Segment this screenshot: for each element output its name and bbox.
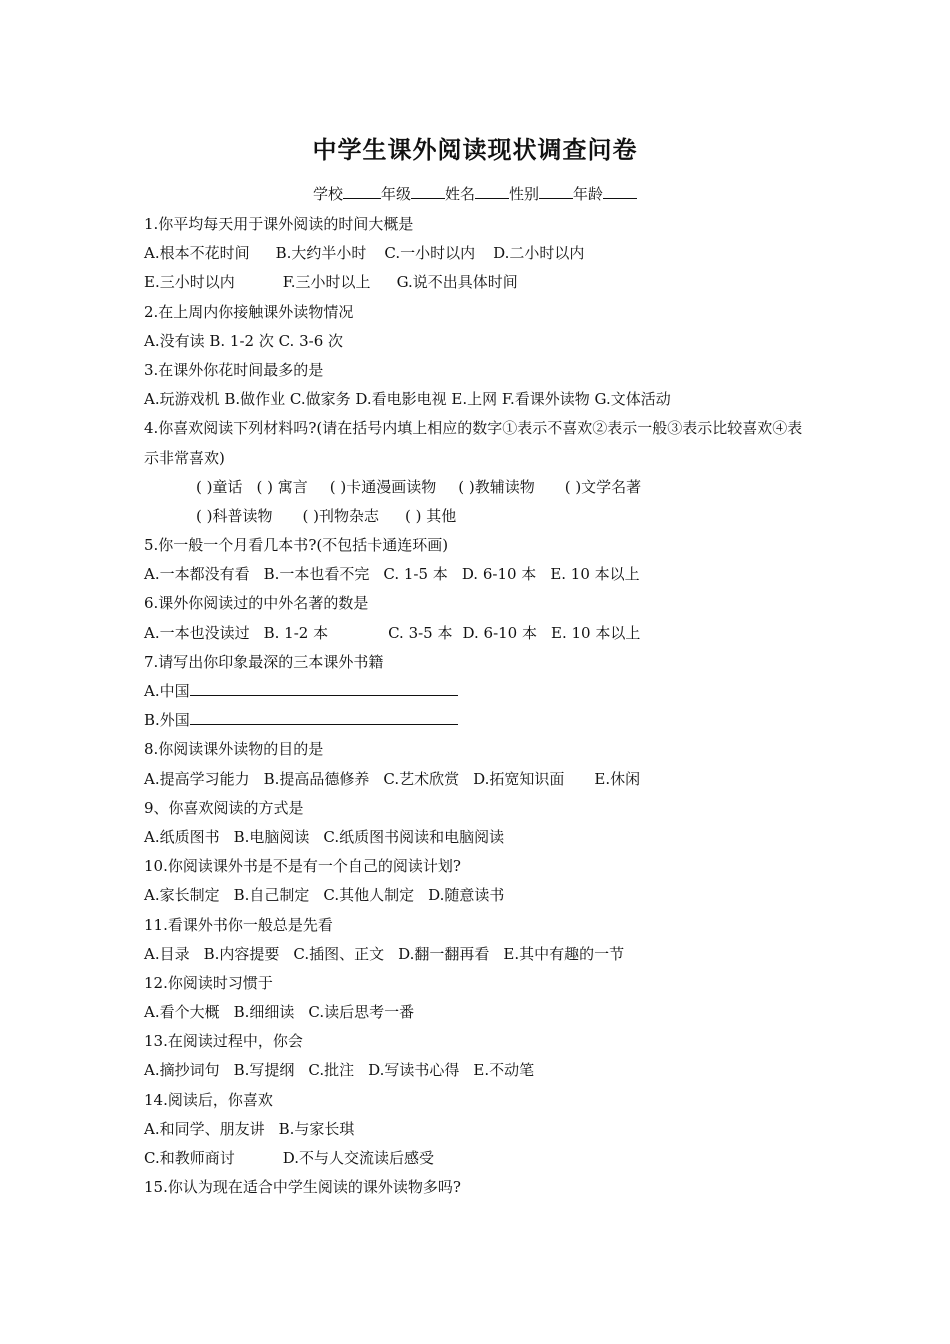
q3-options[interactable]: A.玩游戏机 B.做作业 C.做家务 D.看电影电视 E.上网 F.看课外读物 G.文体活动: [144, 390, 671, 409]
q1-option-a[interactable]: A.根本不花时间: [144, 244, 250, 263]
q4-item-fairy-tale[interactable]: ( )童话: [196, 477, 243, 496]
q14-options-row1: [144, 1115, 814, 1144]
q8-option-d[interactable]: D.拓宽知识面: [473, 769, 565, 788]
q2-options[interactable]: A.没有读 B. 1-2 次 C. 3-6 次: [144, 331, 344, 350]
question-list: [144, 210, 814, 1202]
grade-blank[interactable]: [411, 182, 445, 199]
q1-option-e[interactable]: E.三小时以内: [144, 273, 235, 292]
q5-option-a[interactable]: A.一本都没有看: [144, 565, 250, 584]
q7-china-answer-line[interactable]: [190, 677, 458, 696]
q13-option-c[interactable]: C.批注: [308, 1061, 355, 1080]
q6-text: 6.课外你阅读过的中外名著的数是: [144, 594, 369, 613]
page-title: 中学生课外阅读现状调查问卷: [312, 135, 638, 164]
q8-options: [144, 765, 814, 794]
q7-foreign-row: [144, 706, 814, 735]
q13-option-e[interactable]: E.不动笔: [473, 1061, 535, 1080]
q10-option-d[interactable]: D.随意读书: [428, 886, 505, 905]
q1-text: 1.你平均每天用于课外阅读的时间大概是: [144, 215, 414, 233]
q9-option-a[interactable]: A.纸质图书: [144, 827, 220, 846]
q1-option-d[interactable]: D.二小时以内: [493, 244, 585, 263]
q4-text: 4.你喜欢阅读下列材料吗?(请在括号内填上相应的数字①表示不喜欢②表示一般③表示比较喜欢④表示非常喜欢): [144, 419, 803, 467]
q4-item-fable[interactable]: ( ) 寓言: [256, 477, 308, 496]
q15-text: 15.你认为现在适合中学生阅读的课外读物多吗?: [144, 1178, 461, 1197]
q10-option-a[interactable]: A.家长制定: [144, 886, 220, 905]
q6-option-e[interactable]: E. 10 本以上: [551, 623, 641, 642]
q7-foreign-label: B.外国: [144, 711, 190, 730]
q7-text: 7.请写出你印象最深的三本课外书籍: [144, 652, 384, 671]
q10-options: [144, 881, 814, 910]
q3-text: 3.在课外你花时间最多的是: [144, 360, 324, 379]
q1-option-g[interactable]: G.说不出具体时间: [396, 273, 518, 292]
q5-text: 5.你一般一个月看几本书?(不包括卡通连环画): [144, 536, 449, 555]
q1-options-row2: [144, 268, 814, 297]
q5-option-b[interactable]: B.一本也看不完: [263, 565, 370, 584]
q5-option-d[interactable]: D. 6-10 本: [461, 565, 537, 584]
respondent-info-line: [0, 182, 950, 204]
q8-option-a[interactable]: A.提高学习能力: [144, 769, 250, 788]
q12-option-b[interactable]: B.细细读: [233, 1003, 295, 1022]
q6-option-d[interactable]: D. 6-10 本: [462, 623, 537, 642]
q13-option-d[interactable]: D.写读书心得: [368, 1061, 460, 1080]
q8-option-c[interactable]: C.艺术欣赏: [383, 769, 460, 788]
q14-option-a[interactable]: A.和同学、朋友讲: [144, 1119, 265, 1138]
q4-item-study-aids[interactable]: ( )教辅读物: [458, 477, 535, 496]
q13-option-b[interactable]: B.写提纲: [233, 1061, 295, 1080]
q13-options: [144, 1056, 814, 1085]
q4-item-magazines[interactable]: ( )刊物杂志: [302, 506, 379, 525]
q11-option-b[interactable]: B.内容提要: [203, 944, 280, 963]
q12-option-c[interactable]: C.读后思考一番: [308, 1003, 415, 1022]
age-blank[interactable]: [603, 182, 637, 199]
q13-text: 13.在阅读过程中，你会: [144, 1032, 303, 1051]
q5-options: [144, 560, 814, 589]
gender-label: 性别: [509, 185, 540, 203]
q9-options: [144, 823, 814, 852]
q14-option-b[interactable]: B.与家长琪: [278, 1119, 355, 1138]
q4-items-row2: [144, 502, 814, 531]
name-blank[interactable]: [475, 182, 509, 199]
q12-options: [144, 998, 814, 1027]
q4-item-science[interactable]: ( )科普读物: [196, 506, 273, 525]
q1-option-c[interactable]: C.一小时以内: [384, 244, 476, 263]
q14-text: 14.阅读后，你喜欢: [144, 1090, 273, 1109]
q11-option-d[interactable]: D.翻一翻再看: [398, 944, 490, 963]
q10-option-c[interactable]: C.其他人制定: [323, 886, 415, 905]
gender-blank[interactable]: [539, 182, 573, 199]
q4-item-comics[interactable]: ( )卡通漫画读物: [329, 477, 437, 496]
q11-options: [144, 940, 814, 969]
q11-text: 11.看课外书你一般总是先看: [144, 915, 333, 934]
q10-text: 10.你阅读课外书是不是有一个自己的阅读计划?: [144, 857, 461, 876]
q7-china-row: [144, 677, 814, 706]
q4-items-row1: [144, 473, 814, 502]
q14-option-c[interactable]: C.和教师商讨: [144, 1149, 235, 1168]
q1-option-f[interactable]: F.三小时以上: [282, 273, 371, 292]
q11-option-e[interactable]: E.其中有趣的一节: [503, 944, 625, 963]
q14-options-row2: [144, 1144, 814, 1173]
q6-option-b[interactable]: B. 1-2 本: [263, 623, 329, 642]
q8-option-e[interactable]: E.休闲: [594, 769, 641, 788]
q9-option-b[interactable]: B.电脑阅读: [233, 827, 310, 846]
school-label: 学校: [312, 185, 343, 203]
q5-option-e[interactable]: E. 10 本以上: [550, 565, 640, 584]
q1-option-b[interactable]: B.大约半小时: [275, 244, 367, 263]
name-label: 姓名: [444, 185, 475, 203]
q7-china-label: A.中国: [144, 682, 190, 701]
q9-text: 9、你喜欢阅读的方式是: [144, 798, 304, 817]
q11-option-c[interactable]: C.插图、正文: [293, 944, 385, 963]
grade-label: 年级: [380, 185, 411, 203]
school-blank[interactable]: [343, 182, 381, 199]
q4-item-classics[interactable]: ( )文学名著: [564, 477, 642, 496]
q5-option-c[interactable]: C. 1-5 本: [383, 565, 448, 584]
q12-text: 12.你阅读时习惯于: [144, 973, 273, 992]
q1-options-row1: [144, 239, 814, 268]
q6-option-a[interactable]: A.一本也没读过: [144, 623, 250, 642]
q13-option-a[interactable]: A.摘抄词句: [144, 1061, 220, 1080]
q12-option-a[interactable]: A.看个大概: [144, 1003, 220, 1022]
q2-text: 2.在上周内你接触课外读物情况: [144, 302, 354, 321]
q11-option-a[interactable]: A.目录: [144, 944, 190, 963]
q4-item-other[interactable]: ( ) 其他: [404, 506, 457, 525]
q6-options: [144, 619, 814, 648]
q7-foreign-answer-line[interactable]: [190, 706, 458, 725]
q8-text: 8.你阅读课外读物的目的是: [144, 740, 324, 759]
age-label: 年龄: [573, 185, 604, 203]
q14-option-d[interactable]: D.不与人交流读后感受: [282, 1149, 434, 1168]
q9-option-c[interactable]: C.纸质图书阅读和电脑阅读: [323, 827, 505, 846]
q6-option-c[interactable]: C. 3-5 本: [388, 623, 453, 642]
q10-option-b[interactable]: B.自己制定: [233, 886, 310, 905]
q8-option-b[interactable]: B.提高品德修养: [263, 769, 370, 788]
